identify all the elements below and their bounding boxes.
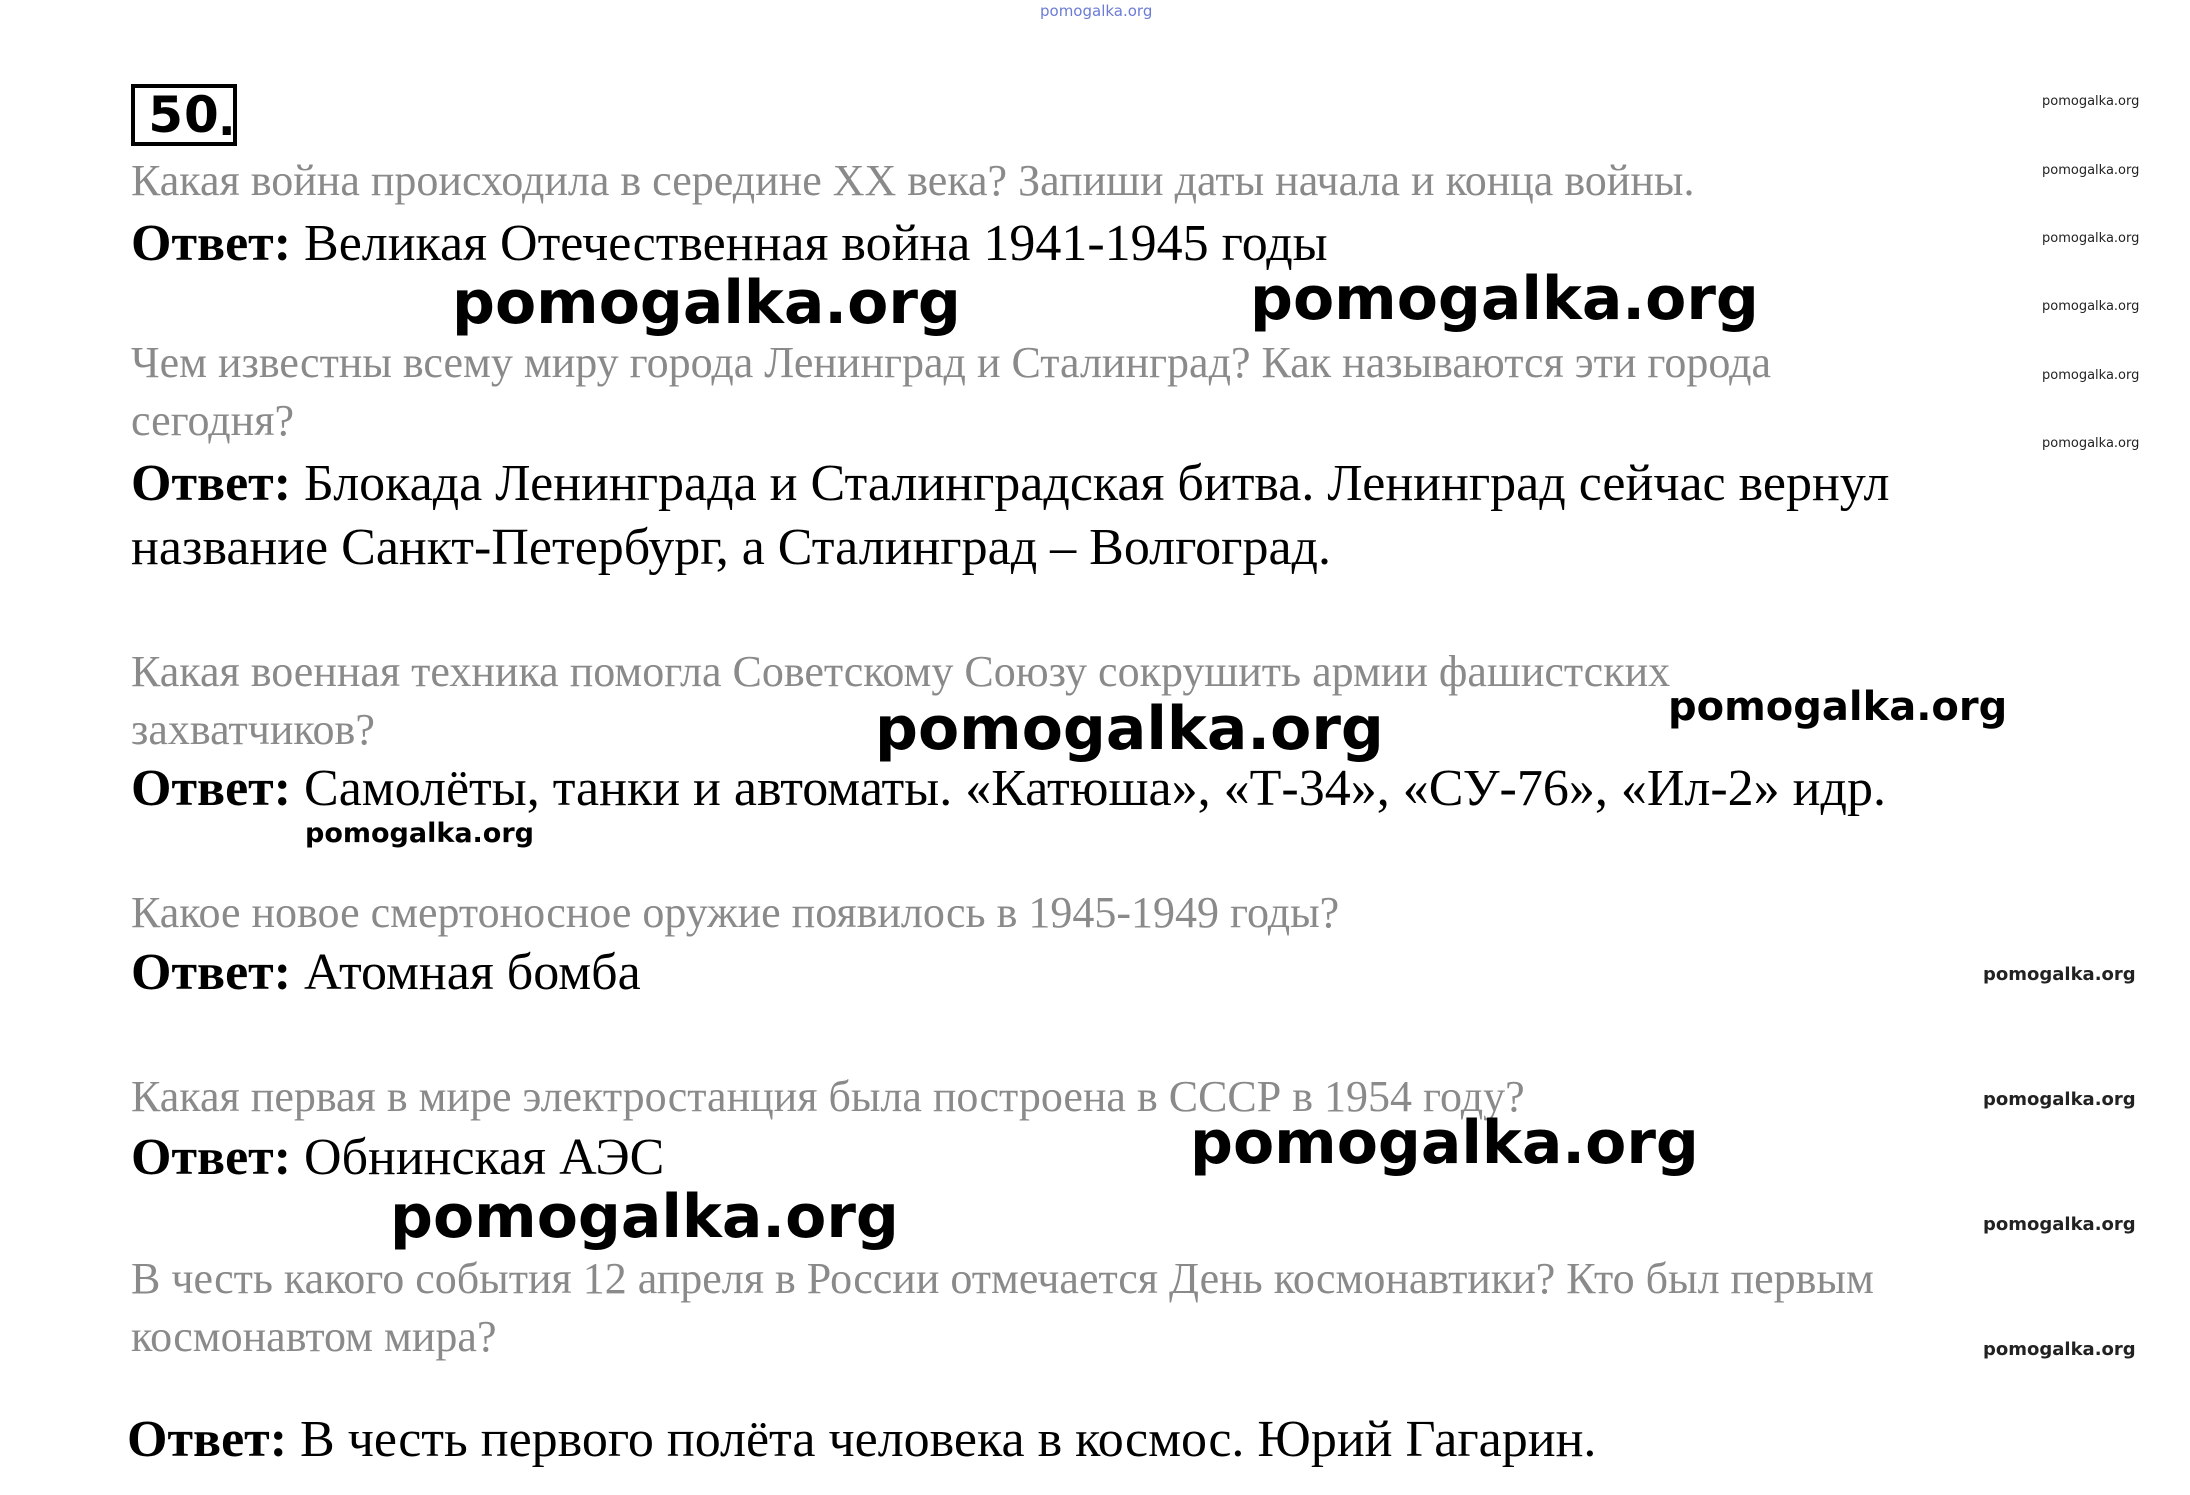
watermark: pomogalka.org xyxy=(1983,1214,2136,1235)
watermark: pomogalka.org xyxy=(2042,299,2140,314)
answer-label: Ответ: xyxy=(127,1411,288,1468)
question-1: Какая война происходила в середине XX века? Запиши даты начала и конца войны. xyxy=(131,156,1695,205)
watermark: pomogalka.org xyxy=(390,1182,899,1252)
answer-2-line-1 xyxy=(131,452,1889,516)
question-3-line-1: Какая военная техника помогла Советскому Союзу сокрушить армии фашистских xyxy=(131,647,1671,696)
answer-1 xyxy=(131,212,1328,276)
answer-label: Ответ: xyxy=(131,1129,292,1186)
watermark: pomogalka.org xyxy=(1983,1089,2136,1110)
answer-label: Ответ: xyxy=(131,760,292,817)
task-number-dot: . xyxy=(218,92,236,146)
answer-label: Ответ: xyxy=(131,944,292,1001)
question-5: Какая первая в мире электростанция была построена в СССР в 1954 году? xyxy=(131,1072,1525,1121)
question-6-line-2: космонавтом мира? xyxy=(131,1312,497,1361)
question-6-line-1: В честь какого события 12 апреля в России отмечается День космонавтики? Кто был первым xyxy=(131,1254,1874,1303)
watermark: pomogalka.org xyxy=(1190,1108,1699,1178)
watermark: pomogalka.org xyxy=(2042,368,2140,383)
watermark: pomogalka.org xyxy=(1983,1339,2136,1360)
answer-text: Великая Отечественная война 1941-1945 годы xyxy=(304,215,1328,272)
answer-text: Обнинская АЭС xyxy=(304,1129,665,1186)
watermark: pomogalka.org xyxy=(2042,94,2140,109)
watermark: pomogalka.org xyxy=(2042,436,2140,451)
answer-label: Ответ: xyxy=(131,215,292,272)
watermark: pomogalka.org xyxy=(452,268,961,338)
watermark: pomogalka.org xyxy=(305,818,534,849)
question-4: Какое новое смертоносное оружие появилось в 1945-1949 годы? xyxy=(131,888,1340,937)
answer-text: В честь первого полёта человека в космос. Юрий Гагарин. xyxy=(300,1411,1597,1468)
answer-text: Самолёты, танки и автоматы. «Катюша», «Т-34», «СУ-76», «Ил-2» идр. xyxy=(304,760,1886,817)
answer-2-line-2: название Санкт-Петербург, а Сталинград – Волгоград. xyxy=(131,519,1332,576)
answer-6 xyxy=(127,1408,1596,1472)
answer-3 xyxy=(131,757,1886,821)
watermark: pomogalka.org xyxy=(1983,964,2136,985)
watermark: pomogalka.org xyxy=(2042,231,2140,246)
task-number: 50 xyxy=(131,84,237,146)
watermark: pomogalka.org xyxy=(1668,684,2008,730)
answer-text: Атомная бомба xyxy=(304,944,641,1001)
answer-label: Ответ: xyxy=(131,455,292,512)
header-source: pomogalka.org xyxy=(1040,2,1153,20)
question-2-line-2: сегодня? xyxy=(131,396,294,445)
watermark: pomogalka.org xyxy=(1250,264,1759,334)
question-3-line-2: захватчиков? xyxy=(131,705,375,754)
answer-text: Блокада Ленинграда и Сталинградская битва. Ленинград сейчас вернул xyxy=(304,455,1890,512)
question-2-line-1: Чем известны всему миру города Ленинград и Сталинград? Как называются эти города xyxy=(131,338,1771,387)
watermark: pomogalka.org xyxy=(875,694,1384,764)
answer-5 xyxy=(131,1126,664,1190)
answer-4 xyxy=(131,941,641,1005)
watermark: pomogalka.org xyxy=(2042,163,2140,178)
